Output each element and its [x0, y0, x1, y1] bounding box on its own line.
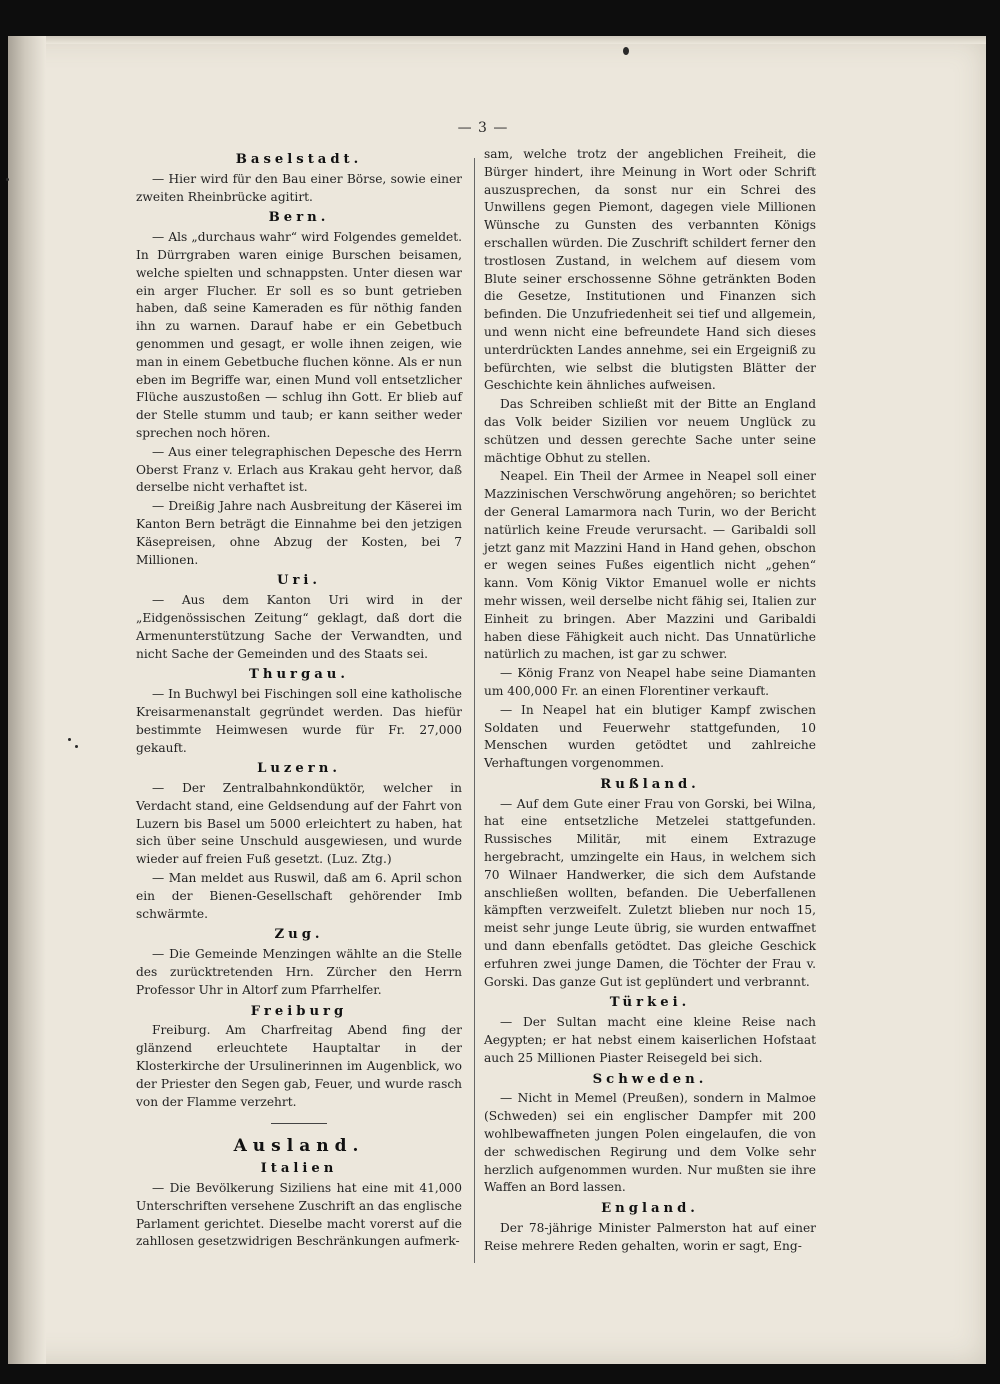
right-column — [484, 146, 816, 1257]
article-paragraph: — Als „durchaus wahr“ wird Folgendes gemeldet. In Dürrgraben waren einige Burschen beisamen, welche spielten und schnappsten. Unter diesen war ein arger Flucher. Er soll es so bunt getrieben haben, daß seine Kameraden es für nöthig fanden ihn zu warnen. Darauf habe er ein Gebetbuch genommen und gesagt, er wolle ihnen zeigen, wie man in einem Gebetbuche fluchen könne. Als er nun eben im Begriffe war, einen Mund voll entsetzlicher Flüche auszustoßen — schlug ihn Gott. Er blieb auf der Stelle stumm und taub; er kann seither weder sprechen noch hören. — [136, 230, 462, 440]
column-divider — [474, 158, 475, 1263]
speck-mark — [75, 745, 78, 748]
page-fold-shadow — [8, 36, 46, 1364]
article-paragraph: Freiburg. Am Charfreitag Abend fing der glänzend erleuchtete Hauptaltar in der Klosterkirche der Ursulinerinnen im Augenblick, wo der Priester den Segen gab, Feuer, und wurde rasch von der Flamme verzehrt. — [136, 1023, 462, 1109]
page-number: — 3 — — [457, 120, 509, 136]
section-title: Ausland. — [233, 1136, 365, 1157]
section-heading: Schweden. — [592, 1071, 708, 1087]
speck-mark — [623, 47, 629, 55]
article-paragraph: — Die Gemeinde Menzingen wählte an die Stelle des zurücktretenden Hrn. Zürcher den Herrn Professor Uhr in Altorf zum Pfarrhelfer. — [136, 947, 462, 997]
article-paragraph: — Der Sultan macht eine kleine Reise nach Aegypten; er hat nebst einem kaiserlichen Hofstaat auch 25 Millionen Piaster Reisegeld bei sich. — [484, 1015, 816, 1065]
section-heading: Zug. — [274, 927, 324, 943]
article-paragraph: — In Buchwyl bei Fischingen soll eine katholische Kreisarmenanstalt gegründet werden. Das hiefür bestimmte Heimwesen wurde für Fr. 27,000 gekauft. — [136, 687, 462, 755]
section-heading: Türkei. — [609, 995, 691, 1011]
section-heading: Freiburg — [250, 1003, 348, 1019]
section-heading: Uri. — [276, 573, 322, 589]
article-paragraph: — Man meldet aus Ruswil, daß am 6. April schon ein der Bienen-Gesellschaft gehörender Imb schwärmte. — [136, 871, 462, 921]
section-rule — [271, 1123, 327, 1124]
page-top-edge — [46, 36, 986, 44]
article-paragraph: — Die Bevölkerung Siziliens hat eine mit 41,000 Unterschriften versehene Zuschrift an das englische Parlament gerichtet. Dieselbe macht vorerst auf die zahllosen gesetzwidrigen Beschränkungen aufmerk- — [136, 1181, 462, 1249]
article-paragraph: — Hier wird für den Bau einer Börse, sowie einer zweiten Rheinbrücke agitirt. — [136, 171, 462, 204]
article-paragraph: Der 78-jährige Minister Palmerston hat auf einer Reise mehrere Reden gehalten, worin er sagt, Eng- — [484, 1221, 816, 1253]
article-paragraph: — Dreißig Jahre nach Ausbreitung der Käserei im Kanton Bern beträgt die Einnahme bei den jetzigen Käsepreisen, ohne Abzug der Kosten, bei 7 Millionen. — [136, 499, 462, 567]
article-paragraph: — Aus einer telegraphischen Depesche des Herrn Oberst Franz v. Erlach aus Krakau geht hervor, daß derselbe nicht verhaftet ist. — [136, 444, 462, 495]
speck-mark — [6, 178, 9, 181]
article-paragraph: — König Franz von Neapel habe seine Diamanten um 400,000 Fr. an einen Florentiner verkauft. — [484, 666, 816, 698]
article-paragraph: — In Neapel hat ein blutiger Kampf zwischen Soldaten und Feuerwehr stattgefunden, 10 Menschen wurden getödtet und zahlreiche Verhaftungen vorgenommen. — [484, 702, 816, 771]
newspaper-page — [8, 36, 986, 1364]
section-heading: Rußland. — [600, 776, 700, 792]
article-paragraph: — Auf dem Gute einer Frau von Gorski, bei Wilna, hat eine entsetzliche Metzelei stattgefunden. Russisches Militär, mit einem Extrazuge hergebracht, umzingelte ein Haus, in welchem sich 70 Wilnaer Handwerker, die sich dem Aufstande anschließen wollten, befanden. Die Ueberfallenen kämpften verzweifelt. Zuletzt blieben nur noch 15, meist sehr junge Leute übrig, sie wurden entwaffnet und dann ebenfalls getödtet. Das gleiche Geschick erfuhren zwei junge Damen, die Töchter der Frau v. Gorski. Das ganze Gut ist geplündert und verbrannt. — [484, 796, 816, 989]
section-heading: Bern. — [268, 210, 330, 226]
article-paragraph: Das Schreiben schließt mit der Bitte an England das Volk beider Sizilien vor neuem Unglück zu schützen und dessen gerechte Sache unter seine mächtige Obhut zu stellen. — [484, 397, 816, 465]
speck-mark — [68, 738, 71, 741]
article-paragraph: — Nicht in Memel (Preußen), sondern in Malmoe (Schweden) sei ein englischer Dampfer mit 200 wohlbewaffneten jungen Polen eingelaufen, die von der schwedischen Regirung und dem Volke sehr herzlich aufgenommen wurden. Nur mußten sie ihre Waffen an Bord lassen. — [484, 1091, 816, 1195]
section-heading: Luzern. — [257, 761, 341, 777]
section-heading: Italien — [260, 1161, 338, 1177]
article-paragraph: sam, welche trotz der angeblichen Freiheit, die Bürger hindert, ihre Meinung in Wort oder Schrift auszusprechen, da sonst nur ein Schrei des Unwillens gegen Piemont, dagegen viele Millionen Wünsche zu Gunsten des verbannten Königs erschallen würden. Die Zuschrift schildert ferner den trostlosen Zustand, in welchem auf diesem vom Blute seiner erschossenne Söhne getränkten Boden die Gesetze, Institutionen und Finanzen sich befinden. Die Unzufriedenheit sei tief und allgemein, und wenn nicht eine befreundete Hand sich dieses unterdrückten Landes annehme, sei ein Ergeigniß zu befürchten, wie selbst die blutigsten Blätter der Geschichte kein ähnliches aufweisen. — [484, 147, 816, 393]
section-heading: Thurgau. — [249, 667, 349, 683]
article-paragraph: Neapel. Ein Theil der Armee in Neapel soll einer Mazzinischen Verschwörung angehören; so berichtet der General Lamarmora nach Turin, wo der Bericht natürlich keine Freude verursacht. — Garibaldi soll jetzt ganz mit Mazzini Hand in Hand gehen, obschon er wegen seines Fußes eigentlich nicht „gehen“ kann. Vom König Viktor Emanuel wolle er nichts mehr wissen, weil derselbe nicht fähig sei, Italien zur Einheit zu bringen. Aber Mazzini und Garibaldi haben diese Fähigkeit auch nicht. Das Unnatürliche natürlich zu machen, ist gar zu schwer. — [484, 469, 816, 662]
left-column — [136, 148, 462, 1252]
section-heading: England. — [601, 1201, 699, 1217]
article-paragraph: — Der Zentralbahnkondüktör, welcher in Verdacht stand, eine Geldsendung auf der Fahrt von Luzern bis Basel um 5000 erleichtert zu haben, hat sich über seine Unschuld ausgewiesen, und wurde wieder auf freien Fuß gesetzt. (Luz. Ztg.) — [136, 781, 462, 867]
article-paragraph: — Aus dem Kanton Uri wird in der „Eidgenössischen Zeitung“ geklagt, daß dort die Armenunterstützung Sache der Verwandten, und nicht Sache der Gemeinden und des Staats sei. — [136, 593, 462, 661]
section-heading: Baselstadt. — [235, 152, 363, 167]
